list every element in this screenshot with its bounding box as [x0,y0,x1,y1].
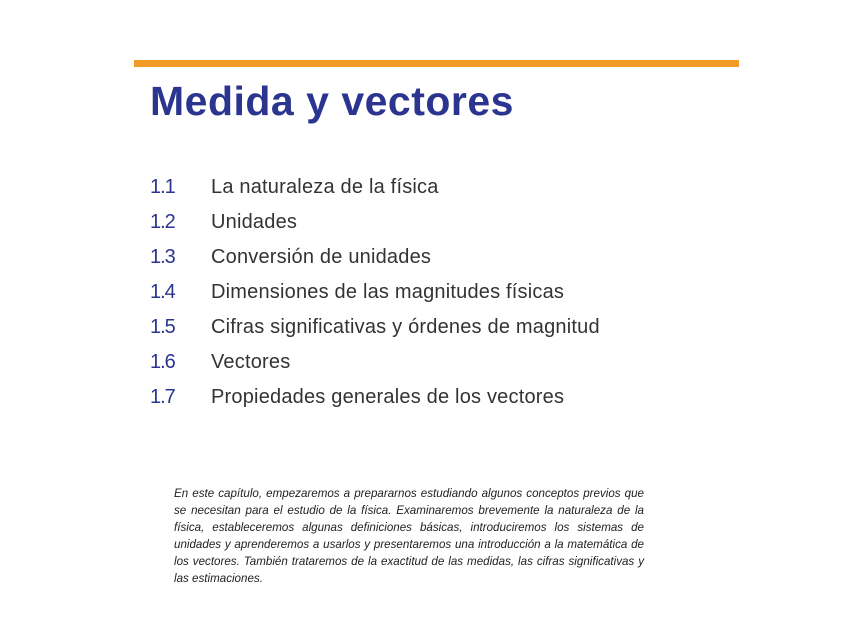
toc-item [150,345,600,380]
section-number: 1.1 [150,176,175,198]
toc-item [150,240,600,275]
chapter-title: Medida y vectores [150,78,514,124]
accent-rule [134,60,739,67]
section-title: Vectores [211,351,291,373]
intro-paragraph: En este capítulo, empezaremos a prepararnos estudiando algunos conceptos previos que se necesitan para el estudio de la física. Examinaremos brevemente la naturaleza de la física, estableceremos algunas definiciones básicas, introduciremos los sistemas de unidades y aprenderemos a usarlos y presentaremos una introducción a la matemática de los vectores. También trataremos de la exactitud de las medidas, las cifras significativas y las estimaciones. [174,487,644,585]
section-number: 1.5 [150,316,175,338]
toc-item [150,205,600,240]
section-title: Propiedades generales de los vectores [211,386,565,408]
toc-item [150,310,600,345]
section-number: 1.2 [150,211,175,233]
table-of-contents [150,170,600,415]
toc-item [150,170,600,205]
section-number: 1.6 [150,351,175,373]
section-number: 1.3 [150,246,175,268]
section-title: Unidades [211,211,298,233]
section-number: 1.7 [150,386,175,408]
section-title: La naturaleza de la física [211,176,439,198]
toc-item [150,380,600,415]
section-number: 1.4 [150,281,175,303]
toc-item [150,275,600,310]
section-title: Cifras significativas y órdenes de magnitud [211,316,600,338]
section-title: Conversión de unidades [211,246,432,268]
section-title: Dimensiones de las magnitudes físicas [211,281,565,303]
